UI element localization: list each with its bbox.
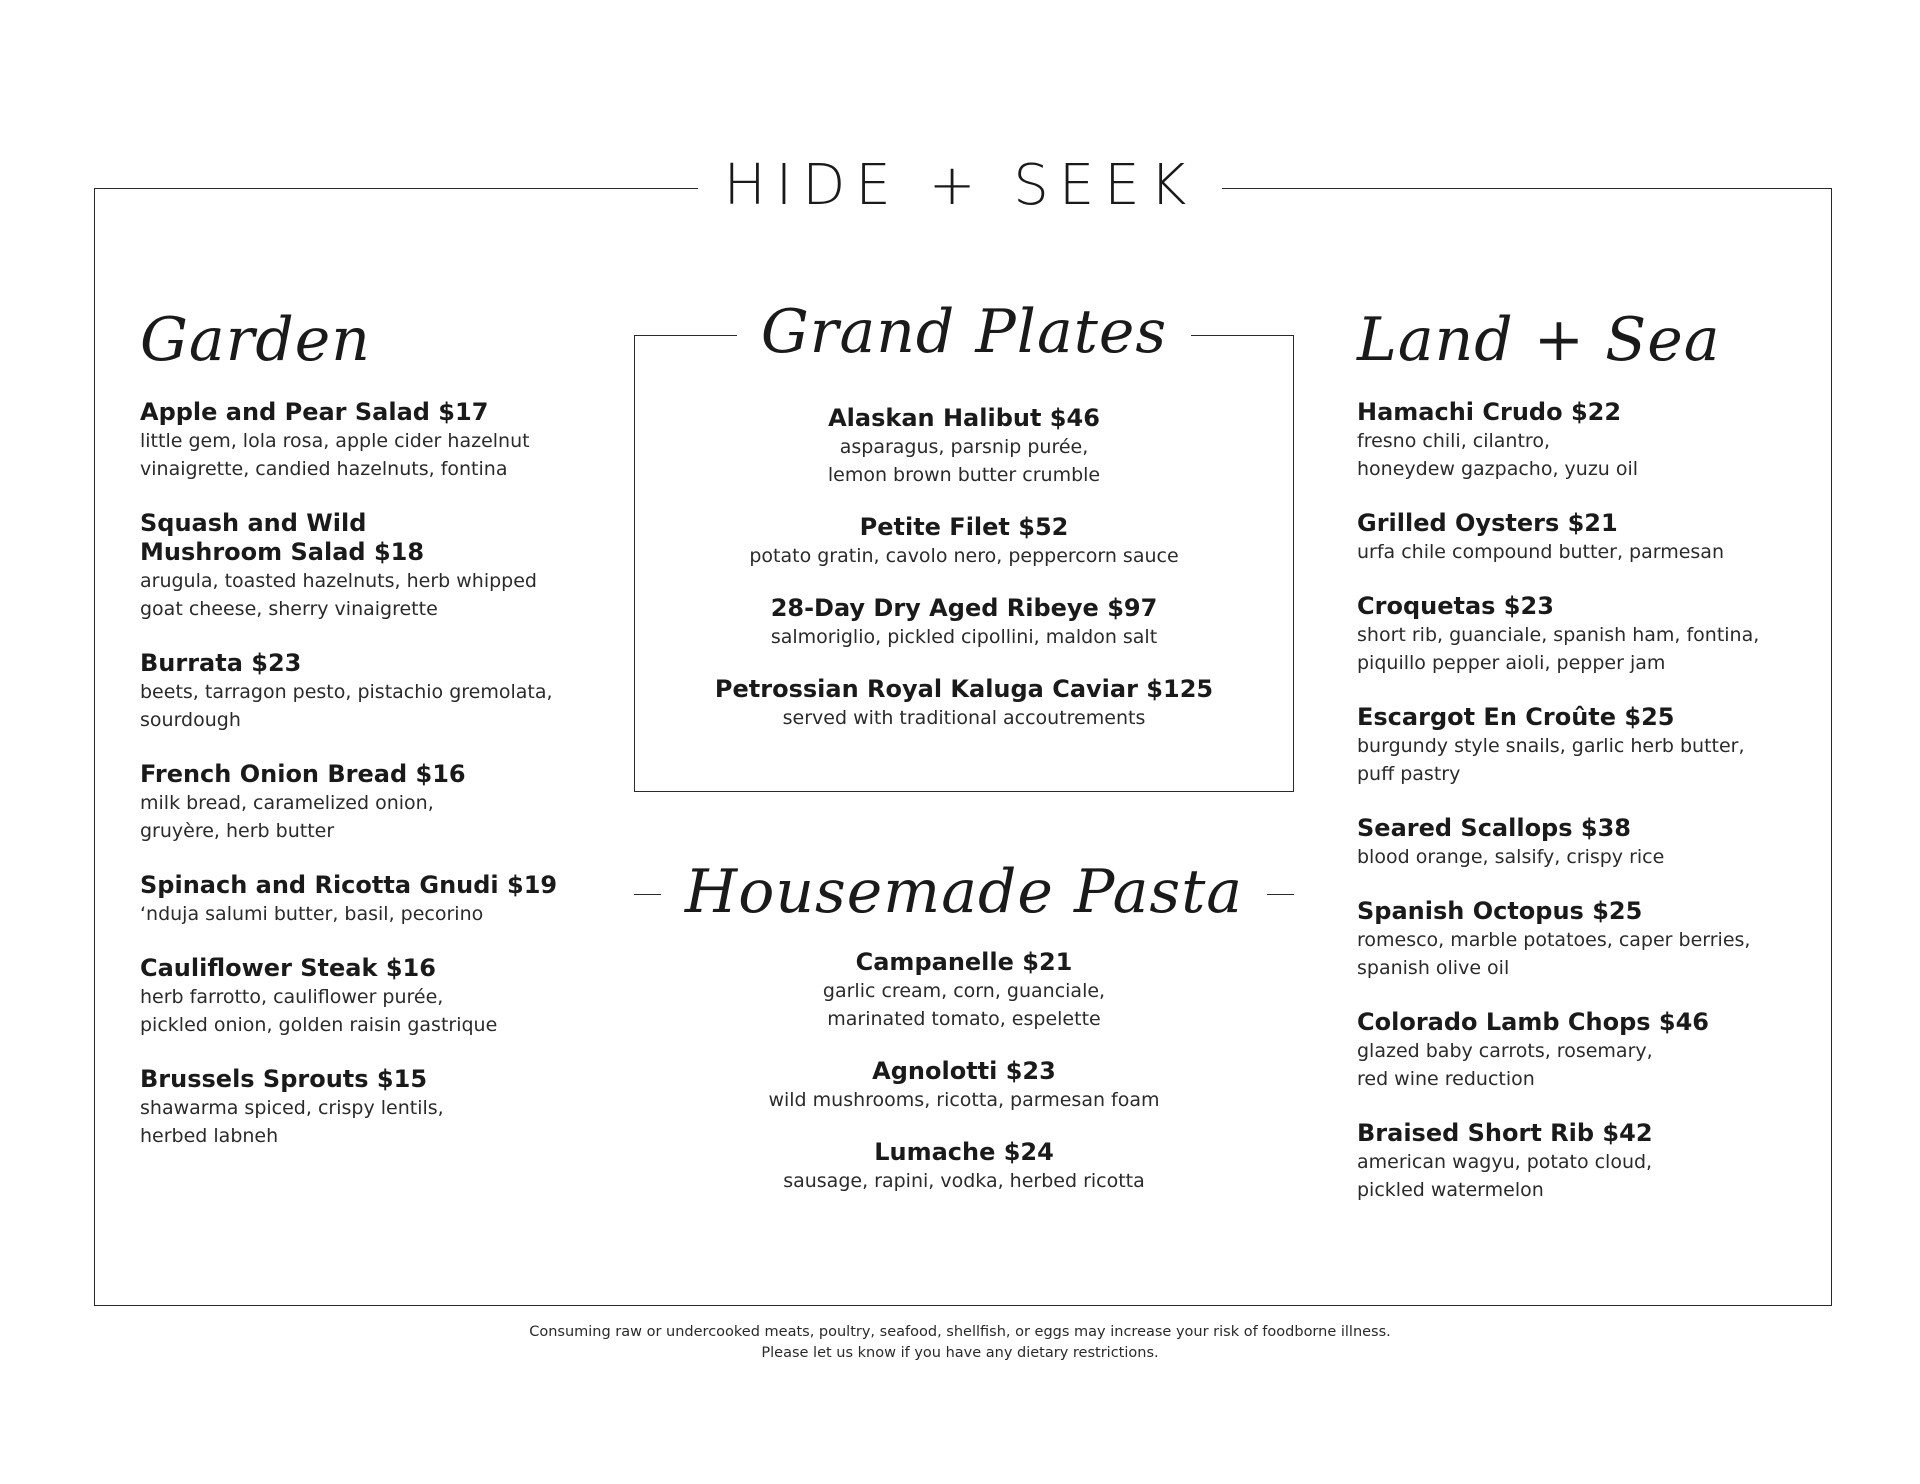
land-sea-heading: Land + Sea: [1357, 305, 1721, 375]
item-description: burgundy style snails, garlic herb butter, puff pastry: [1357, 735, 1745, 785]
menu-item: [634, 1057, 1294, 1114]
item-name: Petite Filet $52: [859, 513, 1069, 541]
item-description: beets, tarragon pesto, pistachio gremolata, sourdough: [140, 681, 553, 731]
item-name: Squash and Wild Mushroom Salad $18: [140, 509, 425, 566]
item-description: little gem, lola rosa, apple cider hazelnut vinaigrette, candied hazelnuts, fontina: [140, 430, 530, 480]
footnote-line-1: Consuming raw or undercooked meats, poultry, seafood, shellfish, or eggs may increase your risk of foodborne illness.: [529, 1324, 1391, 1340]
item-name: Apple and Pear Salad $17: [140, 398, 489, 426]
menu-item: [634, 513, 1294, 570]
menu-item: [634, 675, 1294, 732]
item-name: Lumache $24: [874, 1138, 1054, 1166]
item-description: herb farrotto, cauliflower purée, pickled onion, golden raisin gastrique: [140, 986, 498, 1036]
menu-item: [634, 404, 1294, 489]
item-description: romesco, marble potatoes, caper berries, spanish olive oil: [1357, 929, 1751, 979]
item-name: Spanish Octopus $25: [1357, 897, 1643, 925]
brand-name: HIDE + SEEK: [698, 150, 1223, 222]
menu-item: [140, 398, 610, 483]
item-name: Campanelle $21: [855, 948, 1073, 976]
item-description: fresno chili, cilantro, honeydew gazpacho, yuzu oil: [1357, 430, 1639, 480]
menu-item: [1357, 592, 1817, 677]
item-name: Petrossian Royal Kaluga Caviar $125: [714, 675, 1214, 703]
item-name: Colorado Lamb Chops $46: [1357, 1008, 1710, 1036]
item-name: Spinach and Ricotta Gnudi $19: [140, 871, 558, 899]
menu-item: [1357, 703, 1817, 788]
item-name: Burrata $23: [140, 649, 302, 677]
menu-item: [1357, 398, 1817, 483]
footnote: [0, 1322, 1920, 1364]
menu-item: [140, 871, 610, 928]
brand-logo: [0, 150, 1920, 222]
item-name: Hamachi Crudo $22: [1357, 398, 1622, 426]
item-description: garlic cream, corn, guanciale, marinated tomato, espelette: [822, 980, 1106, 1030]
item-description: american wagyu, potato cloud, pickled watermelon: [1357, 1151, 1653, 1201]
item-name: Braised Short Rib $42: [1357, 1119, 1653, 1147]
menu-item: [140, 954, 610, 1039]
item-description: urfa chile compound butter, parmesan: [1357, 541, 1724, 563]
item-name: Alaskan Halibut $46: [828, 404, 1100, 432]
item-description: arugula, toasted hazelnuts, herb whipped goat cheese, sherry vinaigrette: [140, 570, 537, 620]
item-description: blood orange, salsify, crispy rice: [1357, 846, 1665, 868]
menu-item: [140, 649, 610, 734]
item-name: 28-Day Dry Aged Ribeye $97: [770, 594, 1158, 622]
item-name: Grilled Oysters $21: [1357, 509, 1618, 537]
item-name: Seared Scallops $38: [1357, 814, 1631, 842]
item-description: salmoriglio, pickled cipollini, maldon salt: [770, 626, 1158, 648]
menu-item: [140, 760, 610, 845]
item-description: ‘nduja salumi butter, basil, pecorino: [140, 903, 484, 925]
menu-item: [1357, 1008, 1817, 1093]
pasta-heading: Housemade Pasta: [661, 852, 1267, 932]
menu-item: [634, 948, 1294, 1033]
item-description: wild mushrooms, ricotta, parmesan foam: [768, 1089, 1160, 1111]
item-description: milk bread, caramelized onion, gruyère, herb butter: [140, 792, 434, 842]
menu-item: [634, 594, 1294, 651]
item-name: Agnolotti $23: [872, 1057, 1056, 1085]
menu-item: [634, 1138, 1294, 1195]
menu-item: [1357, 1119, 1817, 1204]
garden-section: [140, 300, 610, 1176]
item-description: short rib, guanciale, spanish ham, fontina, piquillo pepper aioli, pepper jam: [1357, 624, 1760, 674]
item-description: glazed baby carrots, rosemary, red wine reduction: [1357, 1040, 1653, 1090]
item-name: French Onion Bread $16: [140, 760, 466, 788]
item-description: sausage, rapini, vodka, herbed ricotta: [783, 1170, 1145, 1192]
pasta-section: [634, 948, 1294, 1219]
item-description: served with traditional accoutrements: [782, 707, 1146, 729]
garden-heading: Garden: [140, 305, 371, 375]
grand-plates-heading-wrap: [634, 292, 1294, 372]
grand-plates-heading: Grand Plates: [737, 292, 1191, 372]
item-name: Brussels Sprouts $15: [140, 1065, 428, 1093]
item-name: Croquetas $23: [1357, 592, 1554, 620]
menu-item: [1357, 509, 1817, 566]
item-description: shawarma spiced, crispy lentils, herbed labneh: [140, 1097, 444, 1147]
pasta-heading-wrap: [634, 852, 1294, 932]
item-name: Cauliflower Steak $16: [140, 954, 436, 982]
item-description: potato gratin, cavolo nero, peppercorn sauce: [749, 545, 1179, 567]
menu-item: [1357, 814, 1817, 871]
footnote-line-2: Please let us know if you have any dietary restrictions.: [761, 1345, 1159, 1361]
land-sea-section: [1357, 300, 1817, 1230]
grand-plates-section: [634, 404, 1294, 756]
menu-item: [140, 1065, 610, 1150]
menu-item: [1357, 897, 1817, 982]
item-description: asparagus, parsnip purée, lemon brown butter crumble: [827, 436, 1101, 486]
menu-item: [140, 509, 610, 623]
item-name: Escargot En Croûte $25: [1357, 703, 1675, 731]
